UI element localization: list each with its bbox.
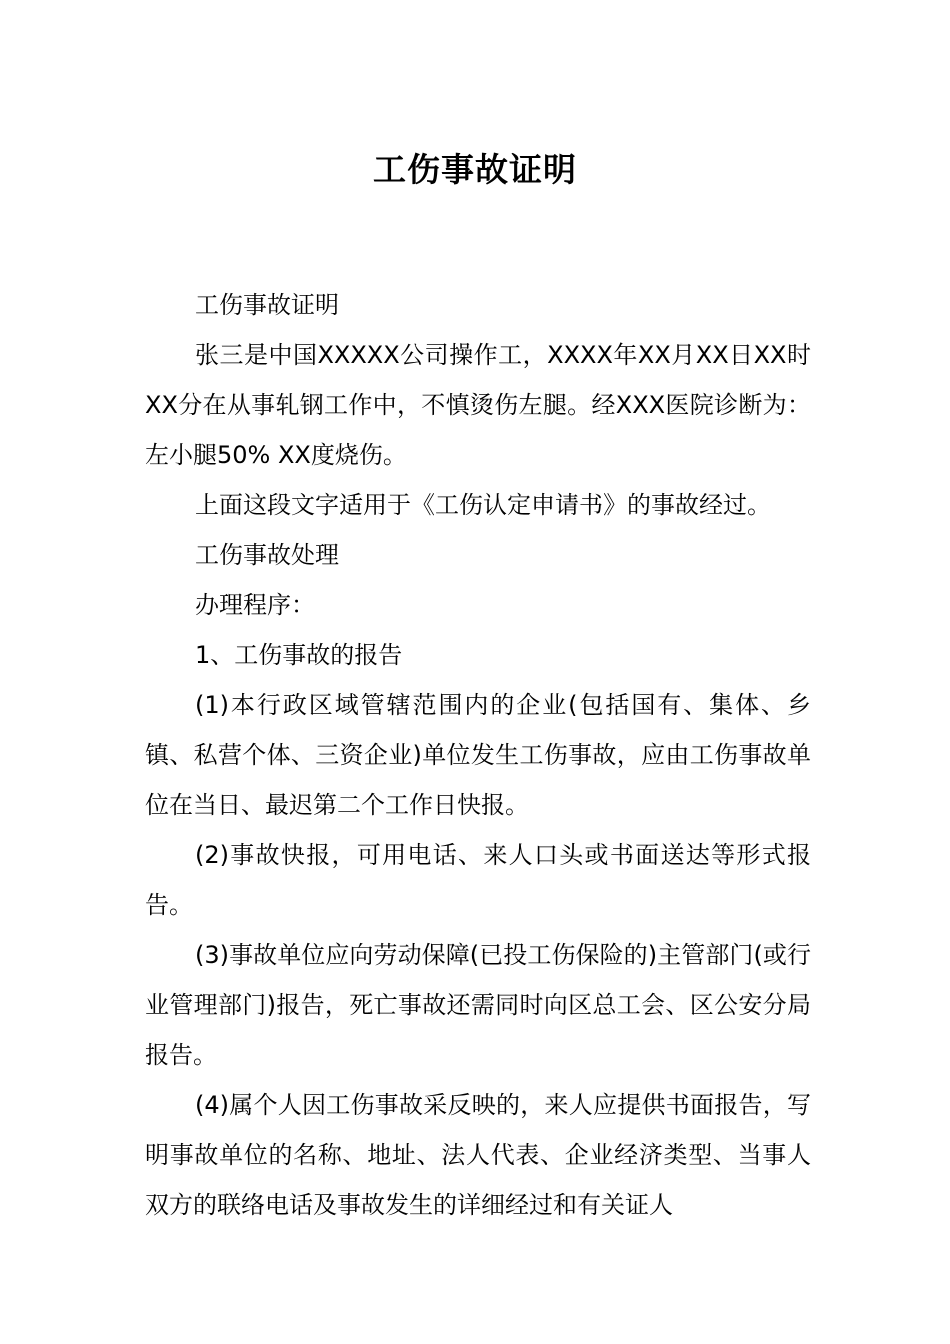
step-1-heading: 1、工伤事故的报告 [195,641,403,669]
document-title: 工伤事故证明 [373,150,577,189]
rule-item-4: (4)属个人因工伤事故采反映的，来人应提供书面报告，写明事故单位的名称、地址、法人代表、企业经济类型、当事人双方的联络电话及事故发生的详细经过和有关证人 [145,1091,811,1219]
procedure-heading: 办理程序： [195,591,315,619]
usage-note-paragraph: 上面这段文字适用于《工伤认定申请书》的事故经过。 [195,491,771,519]
section-heading-handling: 工伤事故处理 [195,541,339,569]
accident-description-paragraph: 张三是中国XXXXX公司操作工，XXXX年XX月XX日XX时XX分在从事轧钢工作中，不慎烫伤左腿。经XXX医院诊断为：左小腿50% XX度烧伤。 [145,341,811,469]
rule-item-3: (3)事故单位应向劳动保障(已投工伤保险的)主管部门(或行业管理部门)报告，死亡事故还需同时向区总工会、区公安分局报告。 [145,941,811,1069]
rule-item-1: (1)本行政区域管辖范围内的企业(包括国有、集体、乡镇、私营个体、三资企业)单位发生工伤事故，应由工伤事故单位在当日、最迟第二个工作日快报。 [145,691,811,819]
section-heading-proof: 工伤事故证明 [195,291,339,319]
document-body [145,280,811,1230]
rule-item-2: (2)事故快报，可用电话、来人口头或书面送达等形式报告。 [145,841,811,919]
